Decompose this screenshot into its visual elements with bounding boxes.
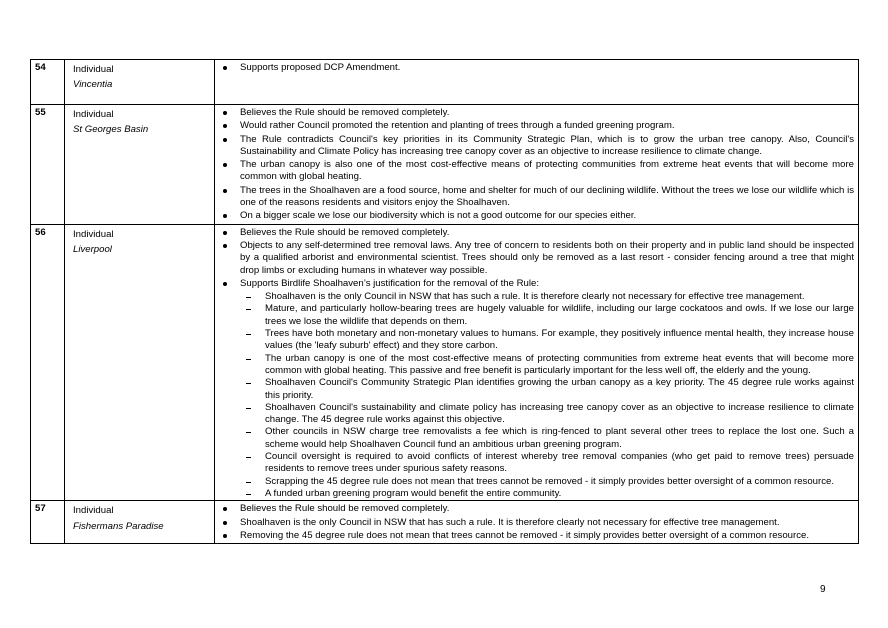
list-item: The urban canopy is also one of the most cost-effective means of protecting communities from extreme heat events that will become more common with global heating. — [215, 159, 854, 184]
sub-list-item: Other councils in NSW charge tree removalists a fee which is ring-fenced to plant several other trees to replace the lost one. Such a scheme would help Shoalhaven Council fund an ambitious urban greening program. — [215, 426, 854, 451]
submitter-location: Fishermans Paradise — [73, 520, 164, 532]
list-item: The Rule contradicts Council's key priorities in its Community Strategic Plan, which is to grow the urban tree canopy. Also, Council's Sustainability and Climate Policy has increasing tree canopy cover as an objective to increase resilience to climate change. — [215, 134, 854, 159]
list-item: Would rather Council promoted the retention and planting of trees through a funded greening program. — [215, 120, 854, 132]
list-item: Believes the Rule should be removed completely. — [215, 503, 854, 515]
submission-number: 54 — [31, 60, 65, 105]
sub-list-item: Shoalhaven Council's sustainability and climate policy has increasing tree canopy cover as an objective to increase resilience to climate change. The 45 degree rule works against this objective. — [215, 402, 854, 427]
sub-list-item: A funded urban greening program would benefit the entire community. — [215, 488, 854, 500]
submitter-type: Individual — [73, 228, 114, 240]
sub-list-item: Scrapping the 45 degree rule does not mean that trees cannot be removed - it simply provides better oversight of a common resource. — [215, 476, 854, 488]
sub-list-item: Shoalhaven is the only Council in NSW that has such a rule. It is therefore clearly not necessary for effective tree management. — [215, 291, 854, 303]
page-number: 9 — [820, 584, 826, 595]
submissions-table — [30, 59, 859, 544]
submission-comments — [215, 60, 859, 105]
submitter-cell — [65, 224, 215, 501]
sub-list-item: Mature, and particularly hollow-bearing trees are hugely valuable for wildlife, including our large cockatoos and owls. If we lose our large trees we lose the wildlife that depends on them. — [215, 303, 854, 328]
sub-list-item: Trees have both monetary and non-monetary values to humans. For example, they positively influence mental health, they increase house values (the 'leafy suburb' effect) and they store carbon. — [215, 328, 854, 353]
submitter-location: Vincentia — [73, 79, 113, 91]
list-item: Removing the 45 degree rule does not mean that trees cannot be removed - it simply provides better oversight of a common resource. — [215, 530, 854, 542]
list-item: Supports proposed DCP Amendment. — [215, 62, 854, 74]
submission-number: 56 — [31, 224, 65, 501]
submission-comments — [215, 105, 859, 225]
sub-list-item: Shoalhaven Council's Community Strategic Plan identifies growing the urban canopy as a key priority. The 45 degree rule works against this priority. — [215, 377, 854, 402]
submitter-cell — [65, 501, 215, 544]
submitter-cell — [65, 105, 215, 225]
list-item: Believes the Rule should be removed completely. — [215, 227, 854, 239]
submitter-type: Individual — [73, 64, 114, 75]
submission-number: 55 — [31, 105, 65, 225]
list-item: Shoalhaven is the only Council in NSW that has such a rule. It is therefore clearly not necessary for effective tree management. — [215, 517, 854, 529]
table-row — [31, 501, 859, 544]
table-row — [31, 105, 859, 225]
submission-number: 57 — [31, 501, 65, 544]
sub-list-item: The urban canopy is one of the most cost-effective means of protecting communities from extreme heat events that will become more common with global heating. This passive and free benefit is particularly important for the less well off, the elderly and the young. — [215, 353, 854, 378]
table-row — [31, 60, 859, 105]
list-item: Supports Birdlife Shoalhaven’s justification for the removal of the Rule: — [215, 278, 854, 290]
table-row — [31, 224, 859, 501]
submitter-cell — [65, 60, 215, 105]
submitter-type: Individual — [73, 505, 114, 517]
submission-comments — [215, 501, 859, 544]
list-item: The trees in the Shoalhaven are a food source, home and shelter for much of our declining wildlife. Without the trees we lose our wildlife which is one of the reasons residents and visitors enjoy the Shoalhaven. — [215, 185, 854, 210]
submission-comments — [215, 224, 859, 501]
submitter-location: St Georges Basin — [73, 124, 149, 136]
submitter-location: Liverpool — [73, 243, 112, 255]
list-item: Objects to any self-determined tree removal laws. Any tree of concern to residents both on their property and in public land should be inspected by a qualified arborist and environmental scientist. Trees should only be removed as a last resort - consider fencing around a tree that might drop limbs or excluding humans in whatever way possible. — [215, 240, 854, 277]
list-item: Believes the Rule should be removed completely. — [215, 107, 854, 119]
submitter-type: Individual — [73, 109, 114, 120]
list-item: On a bigger scale we lose our biodiversity which is not a good outcome for our species either. — [215, 210, 854, 222]
sub-list-item: Council oversight is required to avoid conflicts of interest whereby tree removal companies (who get paid to remove trees) persuade residents to remove trees under spurious safety reasons. — [215, 451, 854, 476]
